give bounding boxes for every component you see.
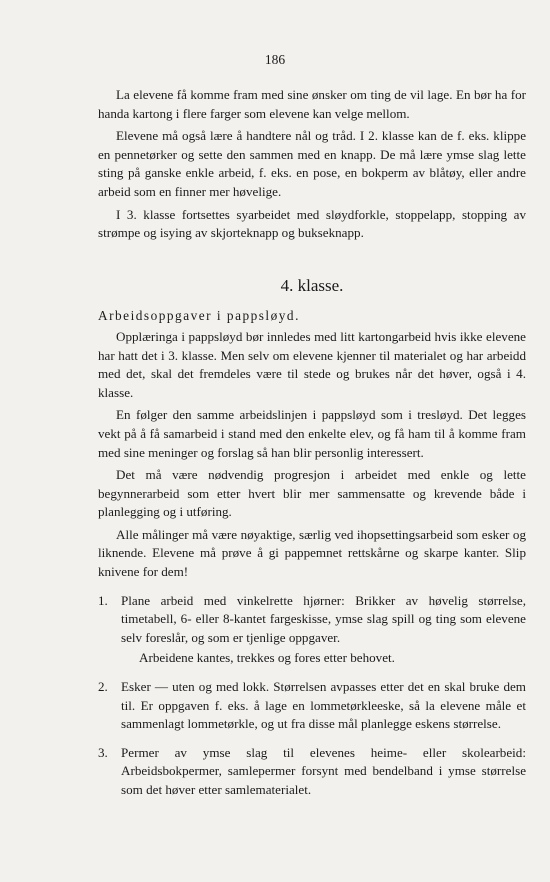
item-number: 2. [98,679,108,695]
page-number: 186 [264,52,286,67]
item-text: Plane arbeid med vinkelrette hjørner: Brikker av høvelig størrelse, timetabell, 6- eller 8-kantet fargeskisse, ymse slag spill og ting som elevene selv foreslår, og som er tjenlige oppgaver. [121,592,526,645]
item-number: 1. [98,592,108,608]
intro-paragraph: Elevene må også lære å handtere nål og tråd. I 2. klasse kan de f. eks. klippe en pennetørker og sette den sammen med en knapp. De må lære ymse slag lette sting på ganske enkle arbeid, f. eks. en pose, en bokperm av blåtøy, eller andre arbeid som en finner mer høvelige. [98,128,526,199]
intro-paragraph: I 3. klasse fortsettes syarbeidet med sløydforkle, stoppelapp, stopping av strømpe og isying av skjorteknapp og bukseknapp. [98,206,526,241]
numbered-item [98,744,526,800]
body-paragraph: En følger den samme arbeidslinjen i pappsløyd som i tresløyd. Det legges vekt på å få samarbeid i stand med den enkelte elev, og få ham til å komme fram med sine meninger og forslag så han blir personlig interessert. [98,407,526,460]
intro-paragraph: La elevene få komme fram med sine ønsker om ting de vil lage. En bør ha for handa kartong i flere farger som elevene kan velge mellom. [98,87,526,121]
page-content [98,86,526,800]
item-text: Permer av ymse slag til elevenes heime- eller skolearbeid: Arbeidsbokpermer, samlepermer forsynt med bendelband i ymse størrelse som det høver etter samlematerialet. [121,744,526,797]
item-subtext: Arbeidene kantes, trekkes og fores etter behovet. [139,650,395,666]
body-paragraph: Det må være nødvendig progresjon i arbeidet med enkle og lette begynnerarbeid som etter hvert blir mer sammensatte og krevende både i planlegging og i utføring. [98,467,526,520]
body-paragraph: Alle målinger må være nøyaktige, særlig ved ihopsettingsarbeid som esker og liknende. Elevene må prøve å gi pappemnet rettskårne og skarpe kanter. Slip knivene for dem! [98,526,526,580]
section-heading: 4. klasse. [280,275,344,295]
numbered-item [98,678,526,734]
body-paragraph: Opplæringa i pappsløyd bør innledes med litt kartongarbeid hvis ikke elevene har hatt det i 3. klasse. Men selv om elevene kjenner til materialet og har arbeidd med det, skal det fremdeles være til stede og brukes når det høver, også i 4. klasse. [98,328,526,400]
subheading: Arbeidsoppgaver i pappsløyd. [98,308,300,324]
item-number: 3. [98,744,108,760]
item-text: Esker — uten og med lokk. Størrelsen avpasses etter det en skal bruke dem til. Er oppgaven f. eks. å lage en lommetørkleeske, så la elevene måle et sammenlagt lommetørkle, og ut fra disse mål planlegge eskens størrelse. [121,679,526,732]
numbered-item [98,592,526,668]
